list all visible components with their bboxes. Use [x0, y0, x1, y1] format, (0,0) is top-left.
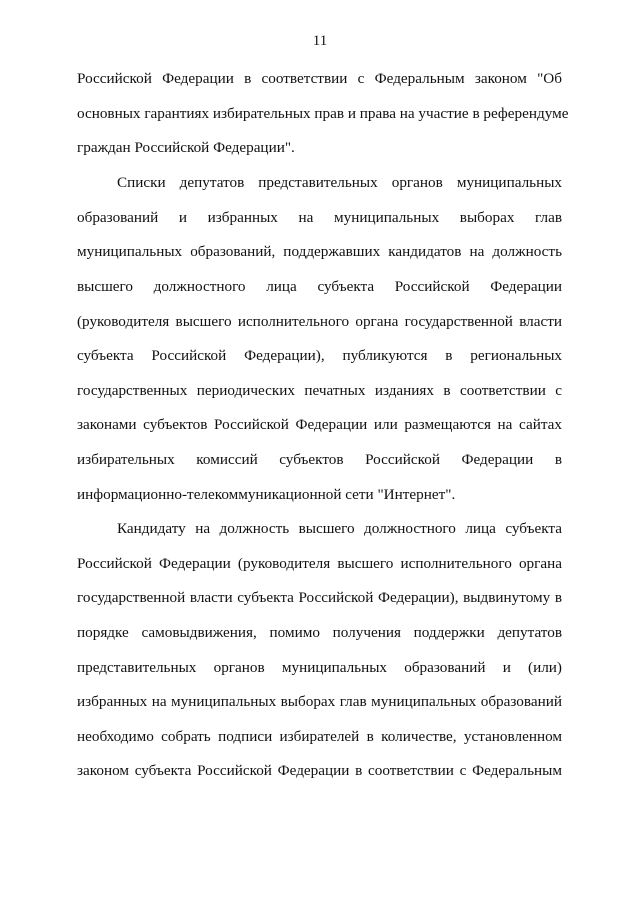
text-line: высшего должностного лица субъекта Российской Федерации	[77, 278, 562, 295]
text-line: избирательных комиссий субъектов Российской Федерации в	[77, 451, 562, 468]
page-number: 11	[312, 33, 328, 49]
text-line: представительных органов муниципальных образований и (или)	[77, 659, 562, 676]
text-line: (руководителя высшего исполнительного органа государственной власти	[77, 313, 562, 330]
text-line: субъекта Российской Федерации), публикуются в региональных	[77, 347, 562, 364]
text-line: необходимо собрать подписи избирателей в количестве, установленном	[77, 728, 562, 745]
text-line: законом субъекта Российской Федерации в соответствии с Федеральным	[77, 762, 562, 779]
text-line: Кандидату на должность высшего должностного лица субъекта	[117, 520, 562, 537]
text-line: Российской Федерации (руководителя высшего исполнительного органа	[77, 555, 562, 572]
text-line: Российской Федерации в соответствии с Федеральным законом "Об	[77, 70, 562, 87]
text-line: законами субъектов Российской Федерации или размещаются на сайтах	[77, 416, 562, 433]
text-line: информационно-телекоммуникационной сети "Интернет".	[77, 486, 456, 503]
text-line: порядке самовыдвижения, помимо получения поддержки депутатов	[77, 624, 562, 641]
text-line: избранных на муниципальных выборах глав муниципальных образований	[77, 693, 562, 710]
text-line: образований и избранных на муниципальных выборах глав	[77, 209, 562, 226]
text-line: Списки депутатов представительных органов муниципальных	[117, 174, 562, 191]
text-line: граждан Российской Федерации".	[77, 139, 295, 156]
text-line: государственной власти субъекта Российской Федерации), выдвинутому в	[77, 589, 562, 606]
text-line: основных гарантиях избирательных прав и права на участие в референдуме	[77, 105, 569, 122]
text-line: государственных периодических печатных изданиях в соответствии с	[77, 382, 562, 399]
text-line: муниципальных образований, поддержавших кандидатов на должность	[77, 243, 562, 260]
